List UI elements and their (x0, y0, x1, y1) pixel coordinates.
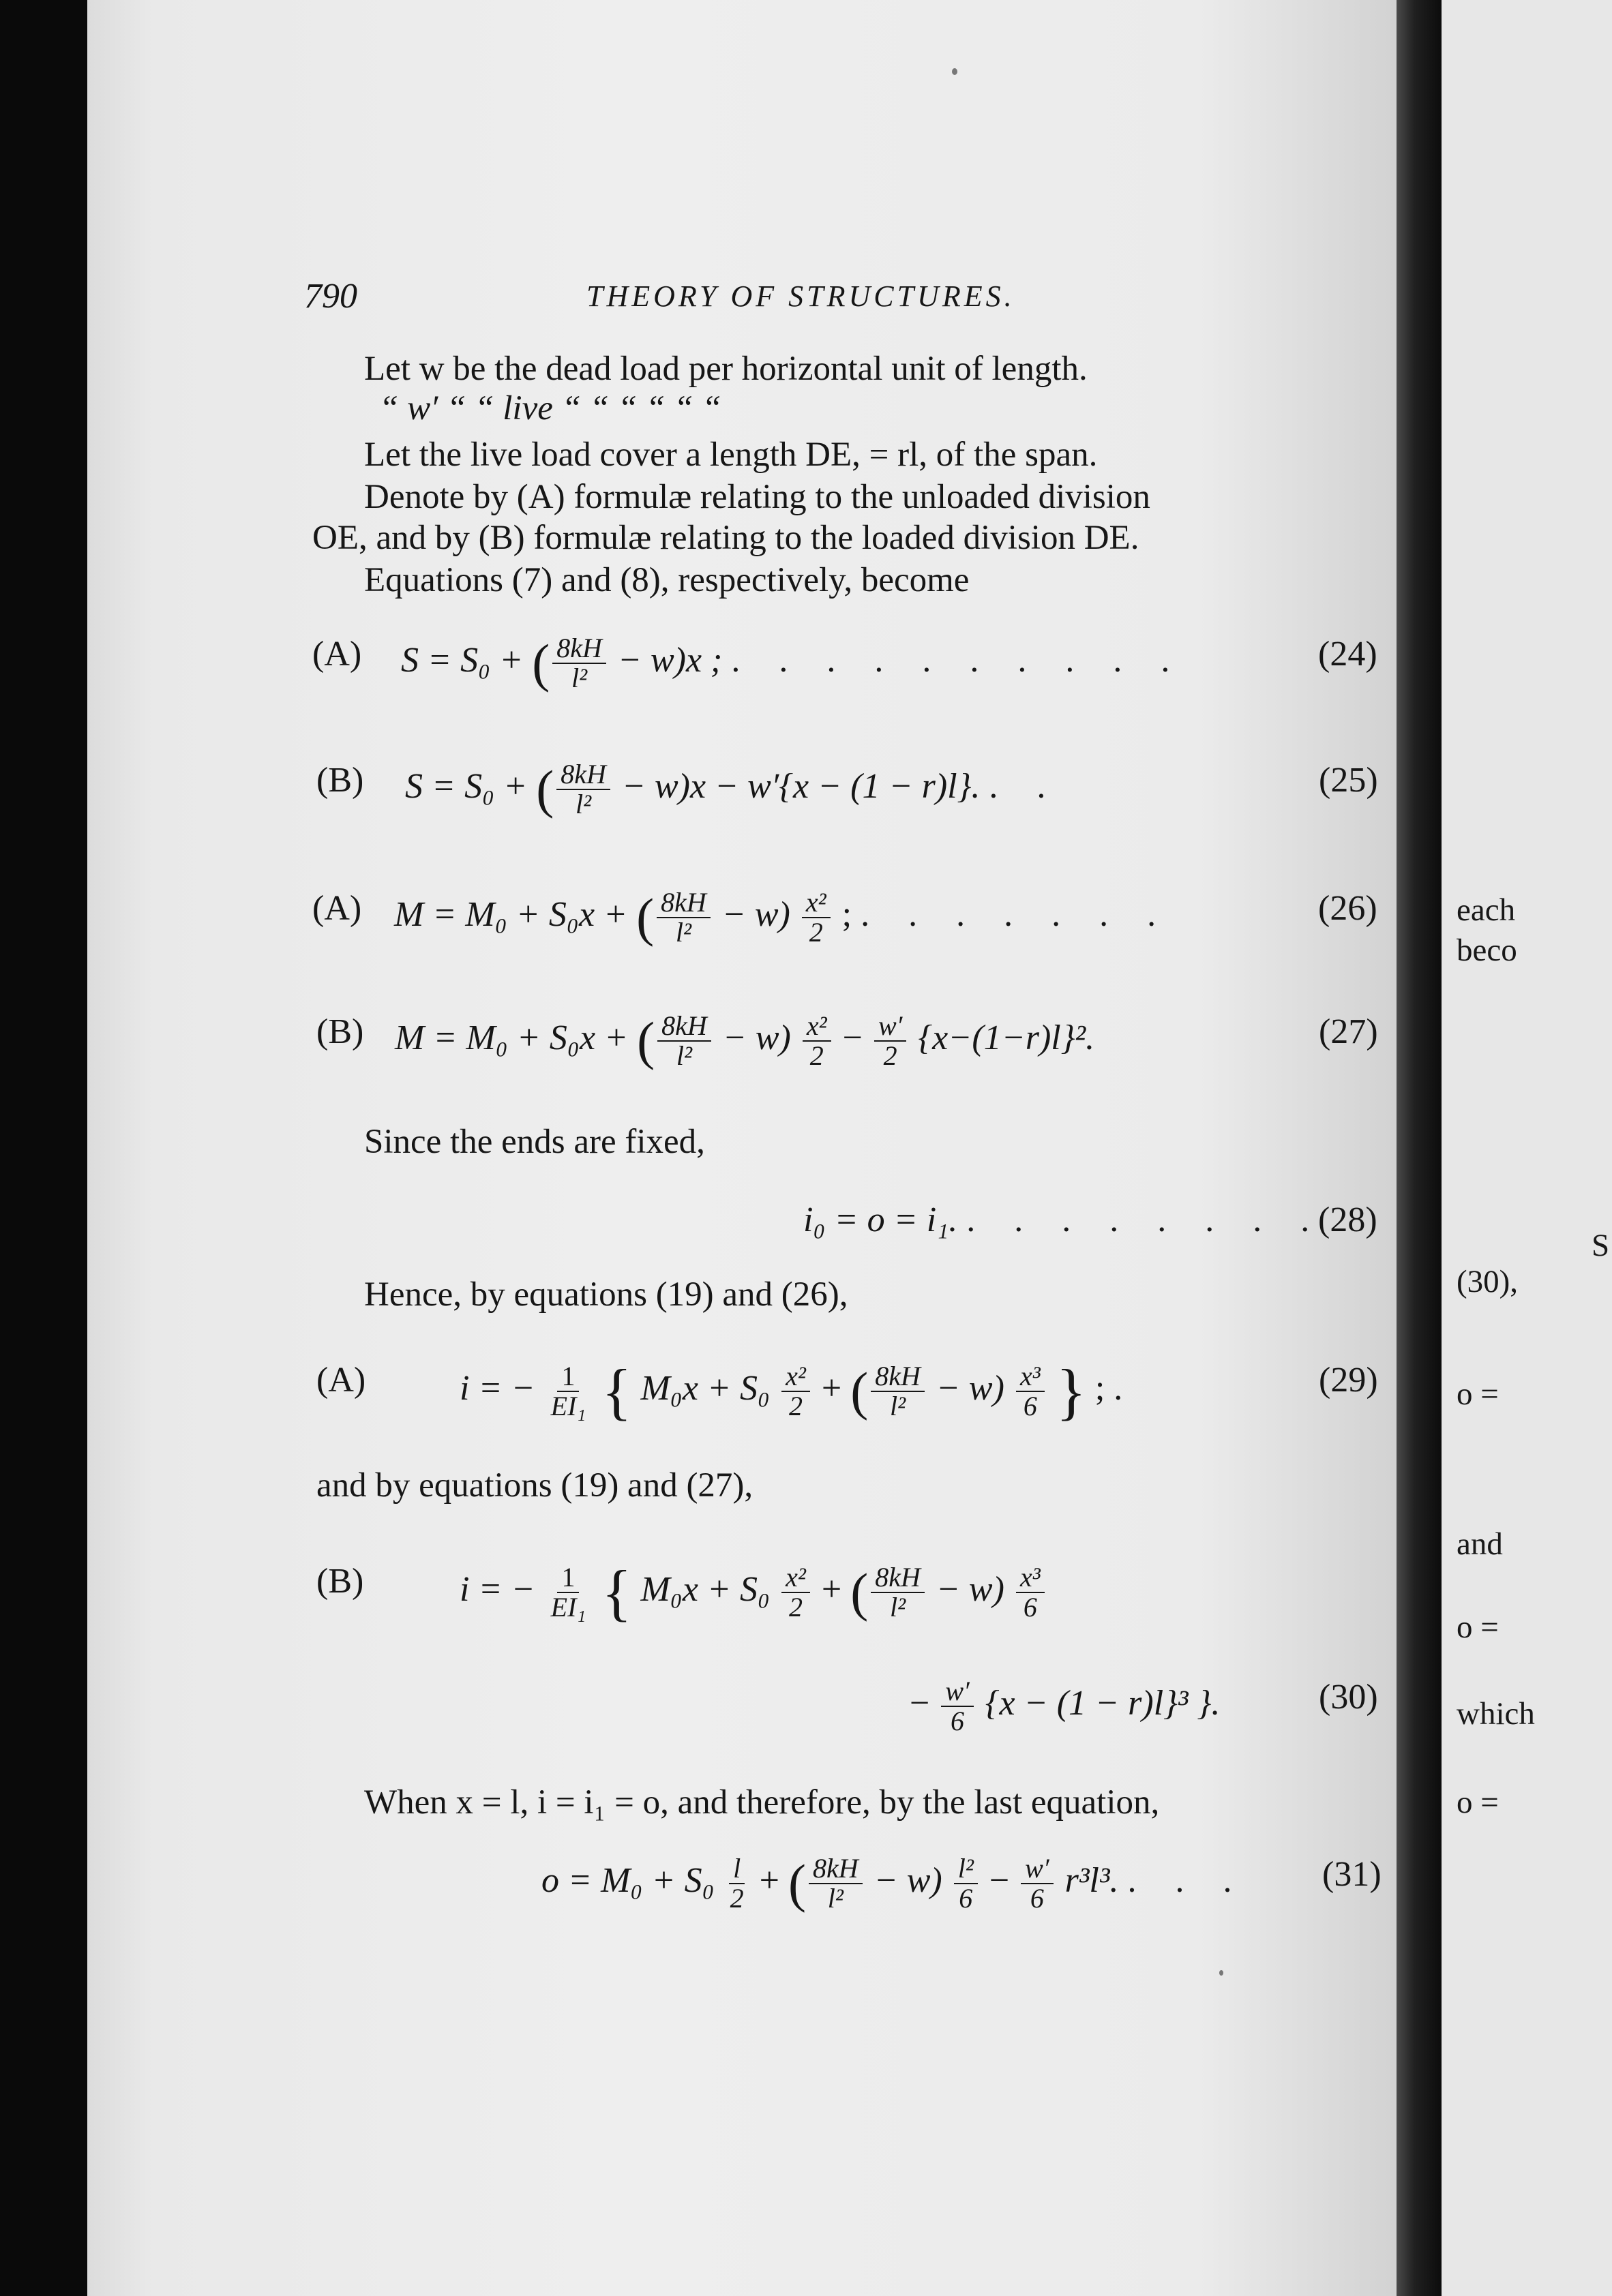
paragraph-when: When x = l, i = i₁ = o, and therefore, by the last equation, (364, 1783, 1160, 1822)
equation-tail: ; (841, 894, 852, 934)
fraction-denominator: 2 (809, 917, 823, 948)
equation-tail: r³l³. (1064, 1860, 1119, 1900)
equation-number: (26) (1318, 889, 1377, 928)
equation-minus: − (910, 1683, 930, 1723)
equation-29 (316, 1357, 1380, 1442)
fraction (547, 1563, 591, 1622)
equation-number: (31) (1322, 1855, 1382, 1894)
facing-page-edge (1442, 0, 1612, 2296)
fraction (657, 888, 711, 947)
equation-term: − w) (936, 1569, 1004, 1609)
equation-tail: − w)x − w′{x − (1 − r)l}. (621, 766, 981, 806)
fraction (871, 1563, 925, 1622)
book-gutter (1397, 0, 1442, 2296)
running-head: THEORY OF STRUCTURES. (586, 280, 1015, 313)
facing-fragment: o = (1457, 1785, 1499, 1820)
fraction-denominator: 6 (959, 1883, 973, 1914)
equation-lhs: M = M₀ + S₀x + (395, 1018, 629, 1057)
equation-30-line2 (316, 1677, 1380, 1759)
equation-body: o = M₀ + S₀ $\frac{l}{2}$ + ( $\frac{8kH}{\text{l²}}$ − w) $\frac{\text{l²}}{6}$ − $\frac{w'}{6}$ r³l³. . . . (541, 1853, 1247, 1914)
equation-lhs: S = S₀ + (405, 766, 528, 806)
equation-plus: + (821, 1368, 842, 1408)
equation-label: (B) (316, 1012, 364, 1051)
paragraph-ends-fixed: Since the ends are fixed, (364, 1123, 705, 1161)
equation-body: i = − $\frac{1}{\text{EI₁}}$ { M₀x + S₀ $\frac{\text{x²}}{2}$ + ( $\frac{8kH}{\text{l²}}$ − w) $\frac{\text{x³}}{6}$ } ; . (460, 1357, 1123, 1426)
equation-tail: ; . (1094, 1368, 1123, 1408)
fraction-denominator: 6 (1023, 1592, 1037, 1622)
equation-minus: − (842, 1018, 863, 1057)
equation-lhs: o = M₀ + S₀ (541, 1860, 715, 1900)
equation-label: (B) (316, 1562, 364, 1601)
equation-lhs: S = S₀ + (401, 640, 524, 680)
fraction (809, 1854, 863, 1913)
equation-tail: − w)x ; (617, 640, 723, 680)
equation-number: (29) (1319, 1361, 1378, 1400)
paragraph-live-load-ditto: “ w′ “ “ live “ “ “ “ “ “ (379, 389, 721, 427)
equation-plus: + (759, 1860, 779, 1900)
equation-lhs: M = M₀ + S₀x + (394, 894, 628, 934)
paper-speck (952, 68, 957, 75)
equation-28 (312, 1200, 1376, 1282)
equation-31 (316, 1854, 1380, 1936)
equation-mid: − w) (721, 894, 790, 934)
fraction-numerator: l² (954, 1854, 978, 1884)
fraction-numerator: 8kH (657, 888, 711, 918)
fraction-numerator: x² (802, 888, 831, 918)
fraction-denominator: l² (889, 1391, 906, 1421)
fraction (657, 1012, 711, 1070)
equation-body: i₀ = o = i₁. . . . . . . . . (803, 1200, 1325, 1239)
fraction (1016, 1362, 1045, 1421)
fraction-numerator: w′ (874, 1012, 906, 1042)
paragraph-hence: Hence, by equations (19) and (26), (364, 1275, 848, 1314)
equation-lhs: i = − (460, 1368, 535, 1408)
fraction (874, 1012, 906, 1070)
equation-term: M₀x + S₀ (640, 1569, 771, 1609)
equation-body (910, 1677, 1220, 1736)
equation-number: (28) (1318, 1200, 1377, 1239)
equation-term: − w) (936, 1368, 1004, 1408)
facing-fragment: o = (1457, 1376, 1499, 1412)
equation-plus: + (821, 1569, 842, 1609)
equation-number: (27) (1319, 1012, 1378, 1051)
fraction-numerator: 1 (557, 1362, 579, 1392)
fraction-numerator: x² (781, 1362, 810, 1392)
fraction-denominator: EI₁ (550, 1592, 586, 1622)
fraction-numerator: w′ (1021, 1854, 1053, 1884)
page-number: 790 (304, 277, 357, 316)
equation-27 (316, 1012, 1380, 1093)
fraction-denominator: l² (889, 1592, 906, 1622)
fraction-denominator: l² (827, 1883, 844, 1914)
fraction (1016, 1563, 1045, 1622)
fraction-denominator: 6 (1030, 1883, 1044, 1914)
fraction-numerator: 1 (557, 1563, 579, 1593)
fraction-denominator: 2 (883, 1040, 897, 1071)
page-header (87, 276, 1397, 317)
fraction-numerator: w′ (941, 1677, 973, 1707)
facing-fragment: S (1592, 1228, 1610, 1263)
fraction-numerator: 8kH (809, 1854, 863, 1884)
equation-body: S = S₀ + ( $\frac{8kH}{\text{l²}}$ − w)x − w′{x − (1 − r)l}. . . (405, 759, 1061, 819)
fraction-denominator: l² (675, 917, 691, 948)
paragraph-denote-line1: Denote by (A) formulæ relating to the unloaded division (364, 478, 1150, 516)
fraction-numerator: 8kH (556, 760, 610, 790)
facing-fragment: which (1457, 1696, 1535, 1732)
equation-term: M₀x + S₀ (640, 1368, 771, 1408)
equation-26 (312, 888, 1376, 970)
fraction-numerator: 8kH (871, 1362, 925, 1392)
fraction-numerator: 8kH (552, 634, 606, 664)
fraction (803, 1012, 831, 1070)
fraction (781, 1362, 810, 1421)
equation-term: − w) (874, 1860, 942, 1900)
equation-24 (312, 634, 1376, 716)
paragraph-live-load-length: Let the live load cover a length DE, = rl, of the span. (364, 436, 1098, 474)
equation-lhs: i = − (460, 1569, 535, 1609)
paragraph-equations-become: Equations (7) and (8), respectively, become (364, 561, 970, 599)
equation-number: (30) (1319, 1678, 1378, 1717)
equation-tail: {x − (1 − r)l}³ }. (985, 1683, 1221, 1723)
fraction (552, 634, 606, 693)
equation-body: M = M₀ + S₀x + ( $\frac{8kH}{\text{l²}}$ − w) $\frac{\text{x²}}{2}$ − $\frac{w'}{2}$ {x−(1−r)l}². (395, 1010, 1095, 1071)
equation-25 (316, 760, 1380, 842)
equation-label: (A) (312, 889, 362, 928)
facing-fragment: and (1457, 1526, 1503, 1562)
fraction-denominator: l² (676, 1040, 692, 1071)
equation-mid: − w) (722, 1018, 791, 1057)
fraction (871, 1362, 925, 1421)
fraction-denominator: 6 (1023, 1391, 1037, 1421)
fraction (547, 1362, 591, 1421)
equation-label: (A) (312, 635, 362, 674)
equation-body: i = − $\frac{1}{\text{EI₁}}$ { M₀x + S₀ $\frac{\text{x²}}{2}$ + ( $\frac{8kH}{\text{l²}}$ − w) $\frac{\text{x³}}{6}$ (460, 1561, 1047, 1624)
fraction (954, 1854, 978, 1913)
fraction (802, 888, 831, 947)
paper-speck (1219, 1970, 1223, 1976)
fraction (726, 1854, 748, 1913)
fraction-denominator: 2 (789, 1391, 803, 1421)
book-page (87, 0, 1397, 2296)
fraction-denominator: EI₁ (550, 1391, 586, 1421)
fraction-denominator: 2 (730, 1883, 744, 1914)
equation-body: M = M₀ + S₀x + ( $\frac{8kH}{\text{l²}}$ − w) $\frac{\text{x²}}{2}$ ; . . . . . . . (394, 887, 1171, 948)
fraction (941, 1677, 973, 1736)
facing-fragment: (30), (1457, 1264, 1519, 1299)
fraction-numerator: x³ (1016, 1563, 1045, 1593)
fraction-numerator: 8kH (871, 1563, 925, 1593)
fraction-denominator: l² (571, 663, 588, 693)
equation-number: (25) (1319, 761, 1378, 800)
equation-label: (A) (316, 1361, 366, 1400)
fraction (781, 1563, 810, 1622)
facing-fragment: beco (1457, 933, 1517, 968)
paragraph-denote-line2: OE, and by (B) formulæ relating to the loaded division DE. (312, 519, 1139, 557)
equation-number: (24) (1318, 635, 1377, 674)
equation-body: S = S₀ + ( $\frac{8kH}{\text{l²}}$ − w)x ; . . . . . . . . . . (401, 633, 1185, 693)
equation-30-line1 (316, 1558, 1380, 1643)
fraction-denominator: 2 (789, 1592, 803, 1622)
equation-label: (B) (316, 761, 364, 800)
fraction-denominator: 2 (809, 1040, 824, 1071)
facing-fragment: each (1457, 892, 1516, 928)
fraction-numerator: l (729, 1854, 745, 1884)
fraction-numerator: x² (803, 1012, 831, 1042)
fraction-denominator: l² (576, 789, 592, 819)
equation-lhs: i₀ = o = i₁. (803, 1200, 958, 1239)
fraction-numerator: x³ (1016, 1362, 1045, 1392)
equation-tail: {x−(1−r)l}². (918, 1018, 1095, 1057)
paragraph-and-by: and by equations (19) and (27), (316, 1466, 753, 1505)
equation-minus: − (989, 1860, 1010, 1900)
paragraph-dead-load: Let w be the dead load per horizontal unit of length. (364, 350, 1088, 388)
fraction-numerator: x² (781, 1563, 810, 1593)
facing-fragment: o = (1457, 1610, 1499, 1645)
fraction-denominator: 6 (951, 1706, 965, 1736)
fraction-numerator: 8kH (657, 1012, 711, 1042)
fraction (556, 760, 610, 819)
fraction (1021, 1854, 1053, 1913)
